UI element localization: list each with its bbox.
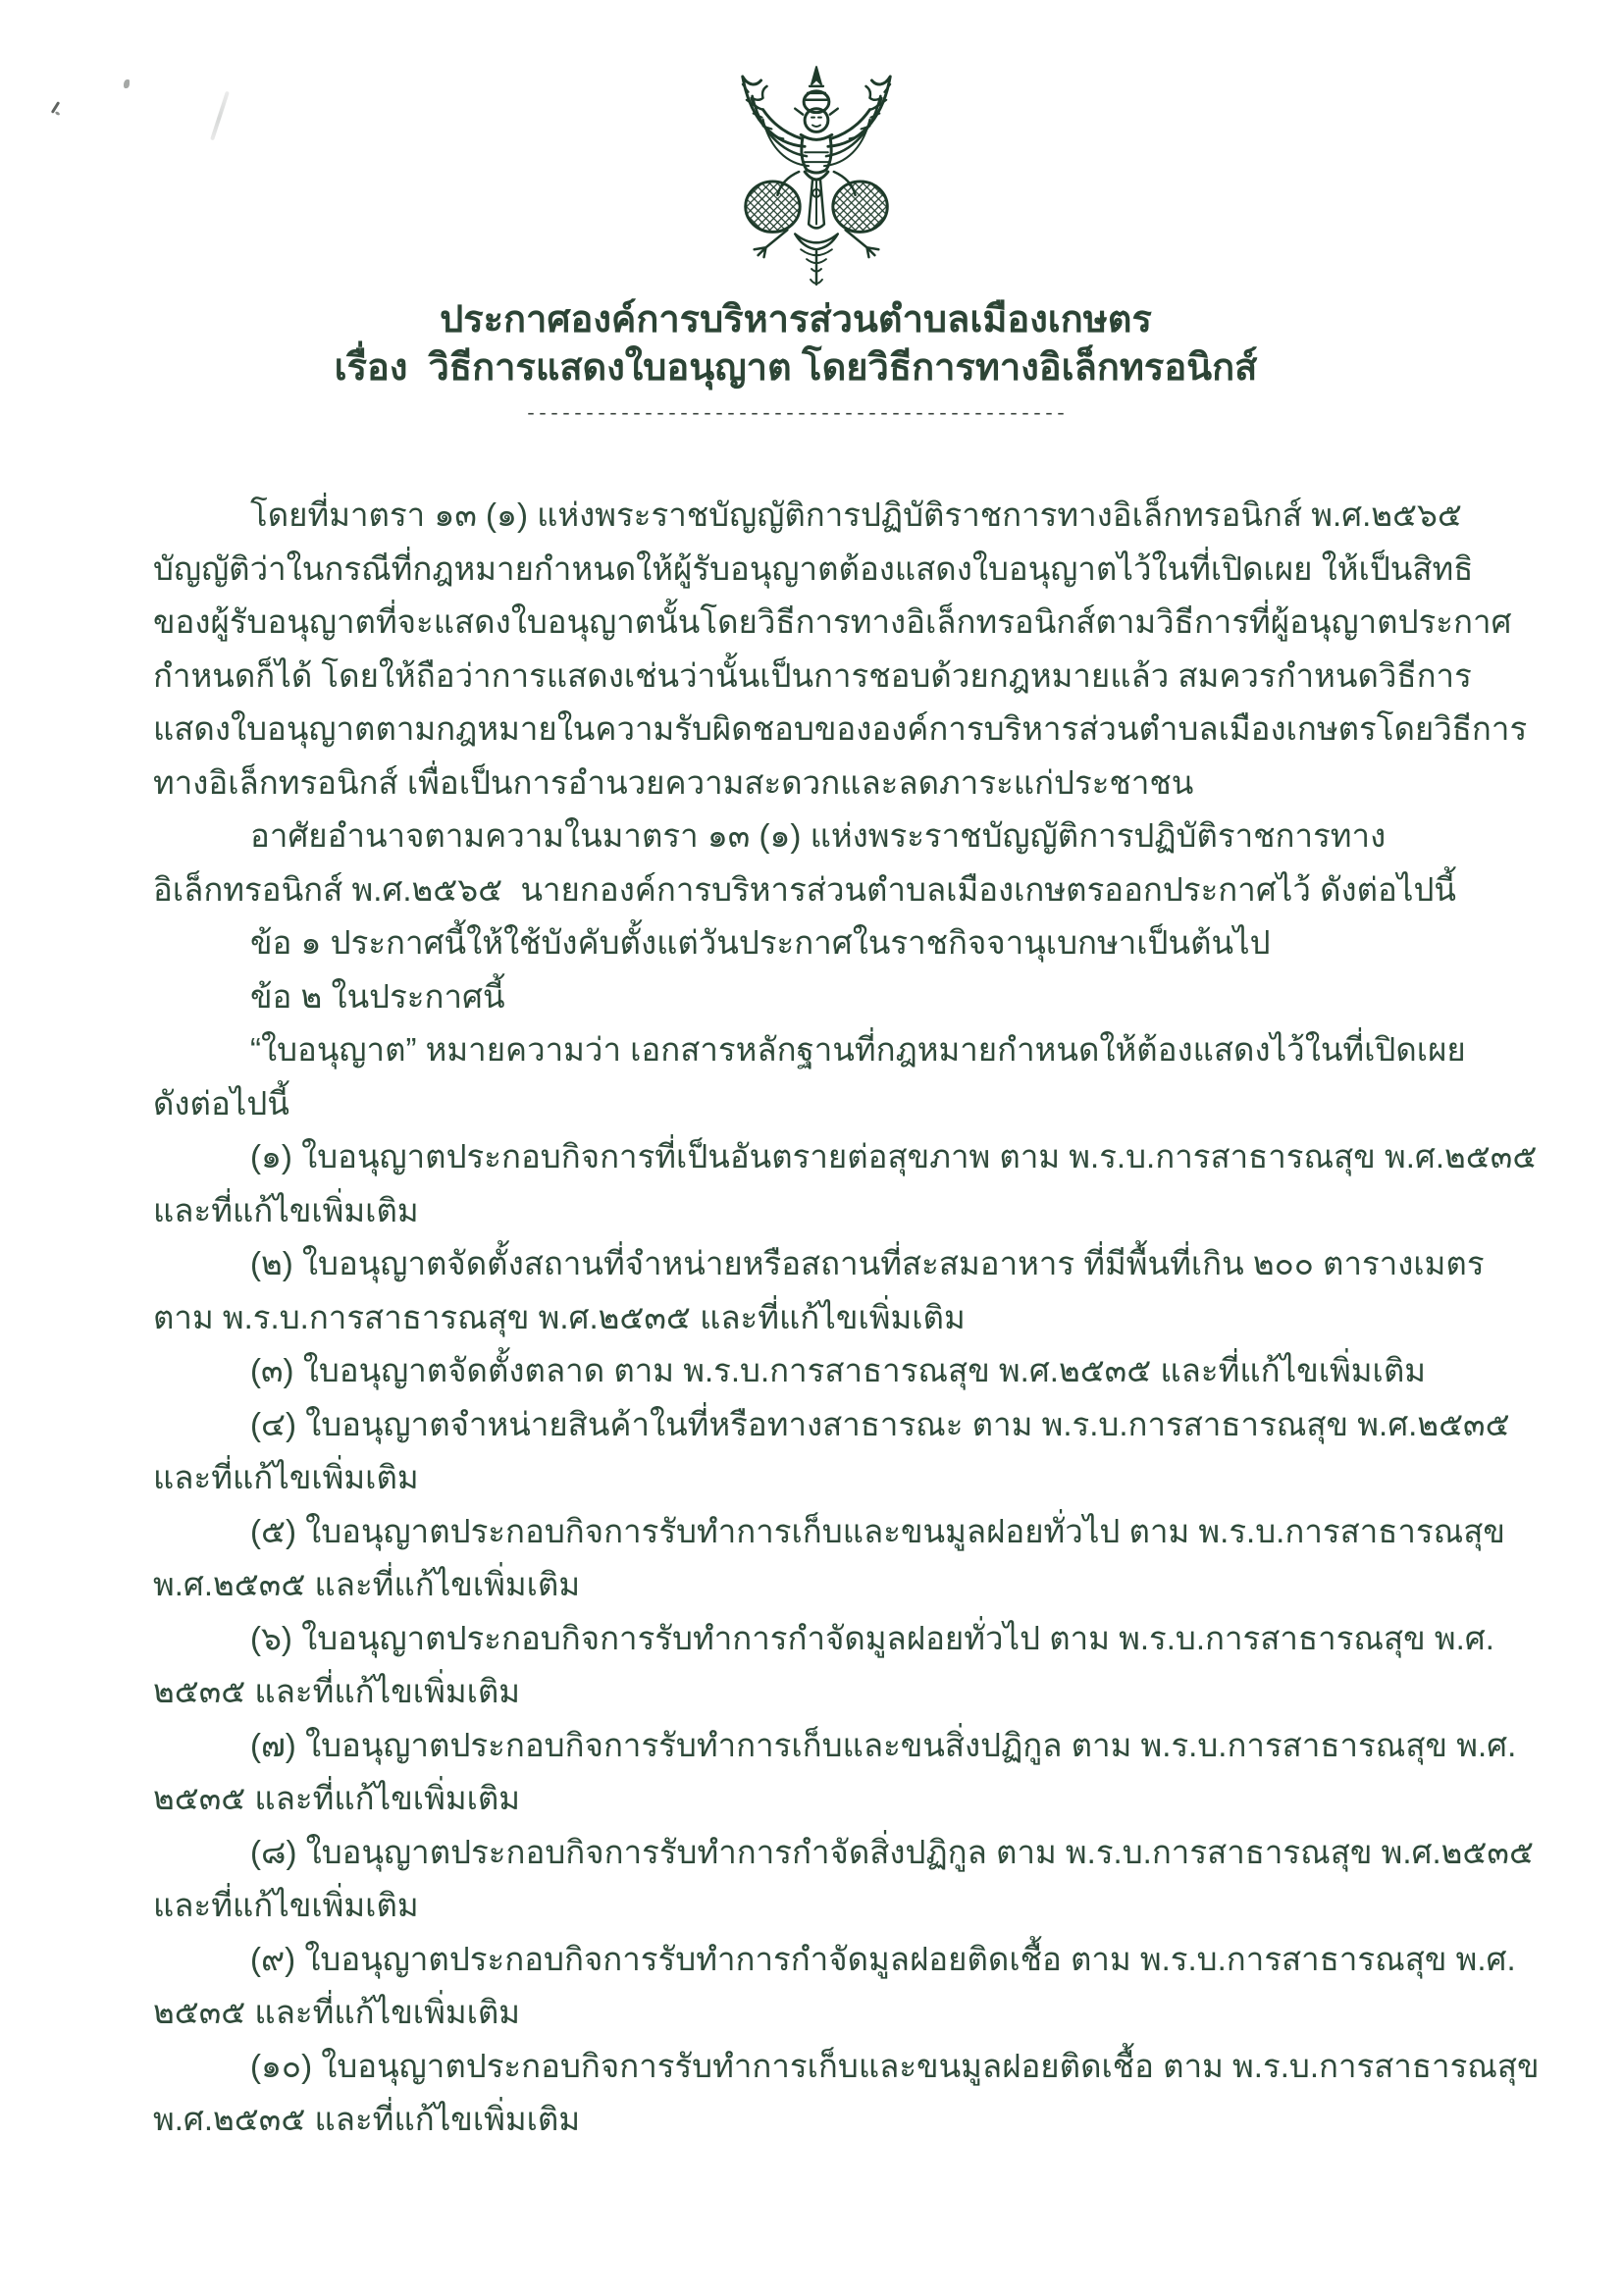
document-line: พ.ศ.๒๕๓๕ และที่แก้ไขเพิ่มเติม	[153, 1566, 581, 1602]
document-line: (๘) ใบอนุญาตประกอบกิจการรับทำการกำจัดสิ่งปฏิกูล ตาม พ.ร.บ.การสาธารณสุข พ.ศ.๒๕๓๕	[250, 1833, 1534, 1870]
document-line: พ.ศ.๒๕๓๕ และที่แก้ไขเพิ่มเติม	[153, 2101, 581, 2137]
document-line: “ใบอนุญาต” หมายความว่า เอกสารหลักฐานที่กฎหมายกำหนดให้ต้องแสดงไว้ในที่เปิดเผย	[250, 1031, 1466, 1068]
document-line: ทางอิเล็กทรอนิกส์ เพื่อเป็นการอำนวยความสะดวกและลดภาระแก่ประชาชน	[153, 763, 1194, 801]
document-line: ของผู้รับอนุญาตที่จะแสดงใบอนุญาตนั้นโดยวิธีการทางอิเล็กทรอนิกส์ตามวิธีการที่ผู้อนุญาตประกาศ	[153, 603, 1512, 640]
document-line: บัญญัติว่าในกรณีที่กฎหมายกำหนดให้ผู้รับอนุญาตต้องแสดงใบอนุญาตไว้ในที่เปิดเผย ให้เป็นสิทธิ	[153, 549, 1474, 587]
document-line: (๑) ใบอนุญาตประกอบกิจการที่เป็นอันตรายต่อสุขภาพ ตาม พ.ร.บ.การสาธารณสุข พ.ศ.๒๕๓๕	[250, 1138, 1538, 1174]
document-header	[0, 296, 1592, 427]
document-line: ข้อ ๑ ประกาศนี้ให้ใช้บังคับตั้งแต่วันประกาศในราชกิจจานุเบกษาเป็นต้นไป	[250, 924, 1271, 961]
document-line: อิเล็กทรอนิกส์ พ.ศ.๒๕๖๕ นายกองค์การบริหารส่วนตำบลเมืองเกษตรออกประกาศไว้ ดังต่อไปนี้	[153, 870, 1456, 908]
document-line: โดยที่มาตรา ๑๓ (๑) แห่งพระราชบัญญัติการปฏิบัติราชการทางอิเล็กทรอนิกส์ พ.ศ.๒๕๖๕	[250, 496, 1462, 533]
document-body	[153, 489, 1540, 2147]
document-line: ๒๕๓๕ และที่แก้ไขเพิ่มเติม	[153, 1673, 521, 1709]
divider-dashed-line: ----------------------------------------------	[524, 403, 1068, 426]
scan-artifact	[124, 79, 130, 88]
document-line: อาศัยอำนาจตามความในมาตรา ๑๓ (๑) แห่งพระราชบัญญัติการปฏิบัติราชการทาง	[250, 817, 1387, 854]
document-line: (๙) ใบอนุญาตประกอบกิจการรับทำการกำจัดมูลฝอยติดเชื้อ ตาม พ.ร.บ.การสาธารณสุข พ.ศ.	[250, 1940, 1516, 1977]
garuda-emblem-icon	[719, 63, 914, 288]
document-line: (๔) ใบอนุญาตจำหน่ายสินค้าในที่หรือทางสาธารณะ ตาม พ.ร.บ.การสาธารณสุข พ.ศ.๒๕๓๕	[250, 1405, 1510, 1442]
document-line: แสดงใบอนุญาตตามกฎหมายในความรับผิดชอบขององค์การบริหารส่วนตำบลเมืองเกษตรโดยวิธีการ	[153, 710, 1528, 747]
document-line: (๗) ใบอนุญาตประกอบกิจการรับทำการเก็บและขนสิ่งปฏิกูล ตาม พ.ร.บ.การสาธารณสุข พ.ศ.	[250, 1726, 1517, 1763]
document-line: ตาม พ.ร.บ.การสาธารณสุข พ.ศ.๒๕๓๕ และที่แก้ไขเพิ่มเติม	[153, 1298, 966, 1335]
scan-artifact	[51, 101, 60, 114]
document-line: (๖) ใบอนุญาตประกอบกิจการรับทำการกำจัดมูลฝอยทั่วไป ตาม พ.ร.บ.การสาธารณสุข พ.ศ.	[250, 1619, 1494, 1656]
document-line: ๒๕๓๕ และที่แก้ไขเพิ่มเติม	[153, 1994, 521, 2030]
document-line: และที่แก้ไขเพิ่มเติม	[153, 1191, 419, 1228]
document-line: และที่แก้ไขเพิ่มเติม	[153, 1459, 419, 1495]
document-line: (๕) ใบอนุญาตประกอบกิจการรับทำการเก็บและขนมูลฝอยทั่วไป ตาม พ.ร.บ.การสาธารณสุข	[250, 1512, 1505, 1549]
document-line: (๒) ใบอนุญาตจัดตั้งสถานที่จำหน่ายหรือสถานที่สะสมอาหาร ที่มีพื้นที่เกิน ๒๐๐ ตารางเมตร	[250, 1245, 1485, 1281]
document-line: กำหนดก็ได้ โดยให้ถือว่าการแสดงเช่นว่านั้นเป็นการชอบด้วยกฎหมายแล้ว สมควรกำหนดวิธีการ	[153, 656, 1472, 694]
document-line: (๑๐) ใบอนุญาตประกอบกิจการรับทำการเก็บและขนมูลฝอยติดเชื้อ ตาม พ.ร.บ.การสาธารณสุข	[250, 2047, 1540, 2084]
scan-artifact	[210, 91, 230, 141]
document-subject: เรื่อง วิธีการแสดงใบอนุญาต โดยวิธีการทางอิเล็กทรอนิกส์	[334, 347, 1258, 389]
document-line: ดังต่อไปนี้	[153, 1084, 289, 1122]
document-title: ประกาศองค์การบริหารส่วนตำบลเมืองเกษตร	[440, 299, 1152, 340]
document-line: และที่แก้ไขเพิ่มเติม	[153, 1887, 419, 1923]
document-line: ๒๕๓๕ และที่แก้ไขเพิ่มเติม	[153, 1780, 521, 1816]
document-line: ข้อ ๒ ในประกาศนี้	[250, 977, 505, 1015]
document-line: (๓) ใบอนุญาตจัดตั้งตลาด ตาม พ.ร.บ.การสาธารณสุข พ.ศ.๒๕๓๕ และที่แก้ไขเพิ่มเติม	[250, 1352, 1427, 1388]
